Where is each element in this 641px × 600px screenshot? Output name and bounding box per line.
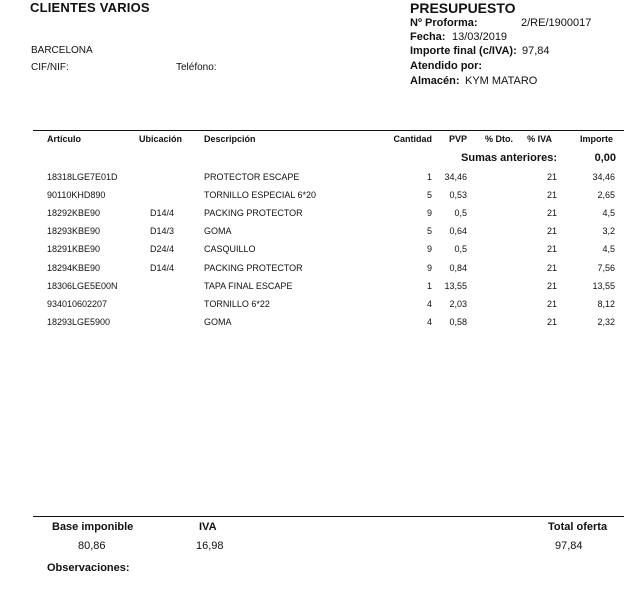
cell-ubicacion: D14/4 <box>150 263 175 273</box>
atendido-por-label: Atendido por: <box>410 60 483 72</box>
cell-importe: 34,46 <box>592 172 615 182</box>
iva-total-value: 16,98 <box>196 540 224 552</box>
proforma-value: 2/RE/1900017 <box>521 17 592 29</box>
header-articulo: Artículo <box>47 134 82 144</box>
table-row <box>0 208 641 226</box>
client-city: BARCELONA <box>31 45 93 56</box>
cell-articulo: 18318LGE7E01D <box>47 172 118 182</box>
base-imponible-label: Base imponible <box>52 521 134 533</box>
table-row <box>0 299 641 317</box>
observaciones-label: Observaciones: <box>47 562 130 574</box>
cell-iva: 21 <box>546 317 557 327</box>
cell-iva: 21 <box>546 190 557 200</box>
cell-pvp: 34,46 <box>444 172 467 182</box>
cell-articulo: 18306LGE5E00N <box>47 281 118 291</box>
cell-cantidad: 9 <box>426 244 432 254</box>
header-ubicacion: Ubicación <box>139 134 183 144</box>
cell-iva: 21 <box>546 299 557 309</box>
importe-final-label: Importe final (c/IVA): <box>410 45 517 57</box>
cell-articulo: 18293LGE5900 <box>47 317 111 327</box>
cell-importe: 4,5 <box>602 208 615 218</box>
sumas-anteriores-label: Sumas anteriores: <box>461 152 557 164</box>
cell-cantidad: 4 <box>426 299 432 309</box>
cell-descripcion: TORNILLO ESPECIAL 6*20 <box>204 190 317 200</box>
cell-ubicacion: D14/3 <box>150 226 175 236</box>
table-top-rule <box>33 130 624 131</box>
header-cantidad: Cantidad <box>393 134 432 144</box>
cell-articulo: 934010602207 <box>47 299 108 309</box>
cell-pvp: 0,64 <box>449 226 467 236</box>
cell-importe: 4,5 <box>602 244 615 254</box>
cell-descripcion: PACKING PROTECTOR <box>204 208 303 218</box>
cell-pvp: 0,58 <box>449 317 467 327</box>
cell-importe: 3,2 <box>602 226 615 236</box>
header-importe: Importe <box>579 134 613 144</box>
cell-cantidad: 5 <box>426 190 432 200</box>
cell-articulo: 90110KHD890 <box>47 190 106 200</box>
cell-descripcion: TORNILLO 6*22 <box>204 299 270 309</box>
iva-total-label: IVA <box>199 521 217 533</box>
total-oferta-value: 97,84 <box>555 540 583 552</box>
header-pvp: PVP <box>448 134 467 144</box>
cell-importe: 7,56 <box>597 263 615 273</box>
cell-pvp: 0,5 <box>454 208 467 218</box>
cell-cantidad: 4 <box>426 317 432 327</box>
sumas-anteriores-value: 0,00 <box>594 152 616 164</box>
cell-importe: 8,12 <box>597 299 615 309</box>
client-name: CLIENTES VARIOS <box>30 0 150 15</box>
cell-importe: 13,55 <box>592 281 615 291</box>
almacen-label: Almacén: <box>410 75 460 87</box>
cell-pvp: 0,53 <box>449 190 467 200</box>
cell-descripcion: PACKING PROTECTOR <box>204 263 303 273</box>
header-dto: % Dto. <box>485 134 513 144</box>
cell-cantidad: 9 <box>426 263 432 273</box>
cell-descripcion: GOMA <box>204 317 232 327</box>
table-row <box>0 226 641 244</box>
cell-iva: 21 <box>546 281 557 291</box>
proforma-label: Nº Proforma: <box>410 17 478 29</box>
table-row <box>0 281 641 299</box>
cell-pvp: 13,55 <box>444 281 467 291</box>
cell-iva: 21 <box>546 244 557 254</box>
total-oferta-label: Total oferta <box>548 521 608 533</box>
fecha-label: Fecha: <box>410 31 446 43</box>
table-row <box>0 172 641 190</box>
cif-label: CIF/NIF: <box>31 62 69 73</box>
telefono-label: Teléfono: <box>176 62 217 73</box>
cell-pvp: 2,03 <box>449 299 467 309</box>
cell-iva: 21 <box>546 263 557 273</box>
header-iva: % IVA <box>527 134 552 144</box>
cell-articulo: 18291KBE90 <box>47 244 101 254</box>
cell-descripcion: PROTECTOR ESCAPE <box>204 172 300 182</box>
almacen-value: KYM MATARO <box>465 75 538 87</box>
cell-cantidad: 1 <box>426 172 432 182</box>
table-row <box>0 263 641 281</box>
importe-final-value: 97,84 <box>522 45 550 57</box>
table-row <box>0 190 641 208</box>
cell-iva: 21 <box>546 172 557 182</box>
header-descripcion: Descripción <box>204 134 256 144</box>
cell-iva: 21 <box>546 208 557 218</box>
cell-ubicacion: D14/4 <box>150 208 175 218</box>
cell-importe: 2,65 <box>597 190 615 200</box>
fecha-value: 13/03/2019 <box>452 31 508 43</box>
cell-importe: 2,32 <box>597 317 615 327</box>
cell-articulo: 18293KBE90 <box>47 226 101 236</box>
cell-articulo: 18294KBE90 <box>47 263 101 273</box>
footer-top-rule <box>33 516 624 517</box>
cell-cantidad: 1 <box>426 281 432 291</box>
cell-cantidad: 5 <box>426 226 432 236</box>
cell-cantidad: 9 <box>426 208 432 218</box>
cell-ubicacion: D24/4 <box>150 244 175 254</box>
cell-pvp: 0,5 <box>454 244 467 254</box>
cell-iva: 21 <box>546 226 557 236</box>
table-row <box>0 244 641 262</box>
document-title: PRESUPUESTO <box>410 0 516 16</box>
cell-articulo: 18292KBE90 <box>47 208 101 218</box>
cell-descripcion: TAPA FINAL ESCAPE <box>204 281 293 291</box>
table-row <box>0 317 641 335</box>
cell-pvp: 0,84 <box>449 263 467 273</box>
cell-descripcion: GOMA <box>204 226 232 236</box>
cell-descripcion: CASQUILLO <box>204 244 256 254</box>
base-imponible-value: 80,86 <box>78 540 106 552</box>
